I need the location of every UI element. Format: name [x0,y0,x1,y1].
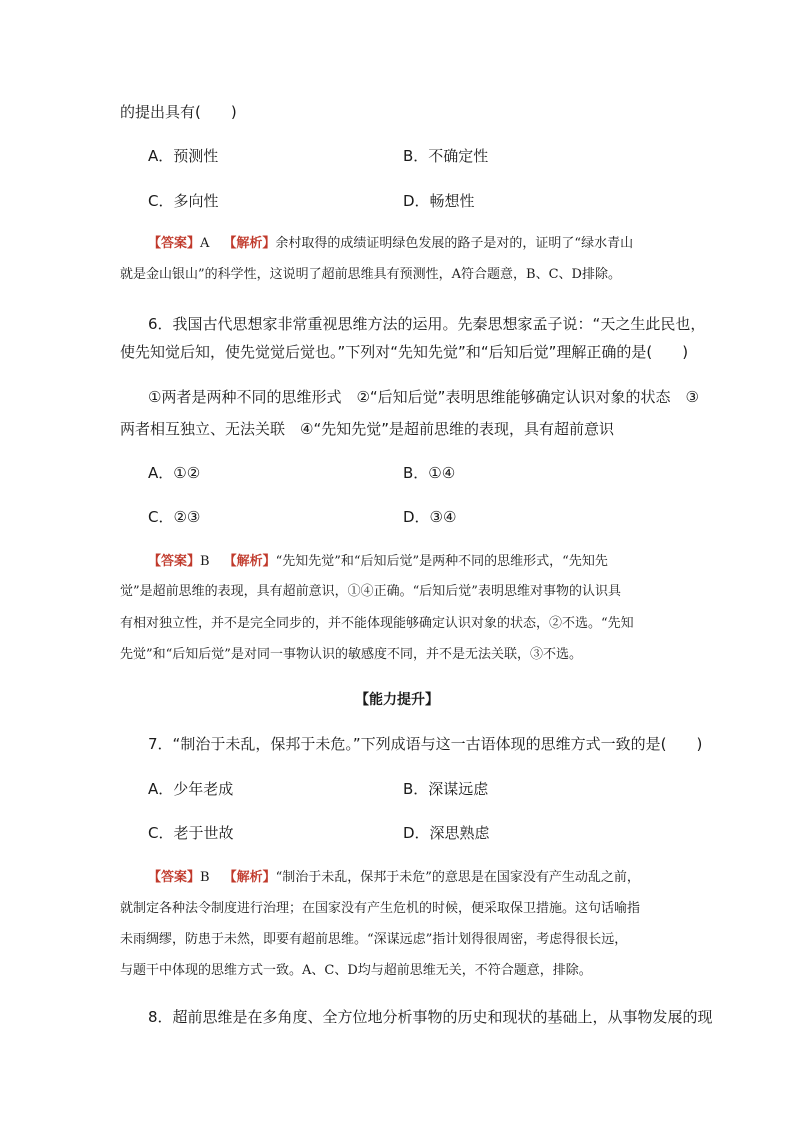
q5-option-a: A．预测性 [148,147,219,165]
q7-option-c: C．老于世故 [148,824,234,842]
section-title: 【能力提升】 [355,692,439,708]
q7-analysis-text-1: “制治于未乱，保邦于未危”的意思是在国家没有产生动乱之前， [275,870,640,885]
q6-option-b: B．①④ [403,464,456,482]
q7-analysis-label: 【解析】 [223,870,276,885]
q6-analysis-text-2: 觉”是超前思维的表现，具有超前意识，①④正确。“后知后觉”表明思维对事物的认识具 [120,584,621,599]
q5-answer-label: 【答案】 [148,236,201,251]
q7-answer-line-1 [148,868,640,888]
q5-option-c: C．多向性 [148,192,219,210]
q8-stem-line-1: 8．超前思维是在多角度、全方位地分析事物的历史和现状的基础上，从事物发展的现 [148,1008,713,1026]
q5-answer-line-1 [148,234,633,254]
q6-analysis-label: 【解析】 [223,554,276,569]
q5-analysis-text-2: 就是金山银山”的科学性，这说明了超前思维具有预测性，A符合题意，B、C、D排除。 [120,267,621,282]
q6-stem-line-2: 使先知觉后知，使先觉觉后觉也。”下列对“先知先觉”和“后知后觉”理解正确的是( ) [120,343,689,361]
q6-analysis-text-4: 先觉”和“后知后觉”是对同一事物认识的敏感度不同，并不是无法关联，③不选。 [120,647,582,662]
q7-option-a: A．少年老成 [148,780,234,798]
q6-answer-line-1 [148,552,608,572]
q7-option-b: B．深谋远虑 [403,780,489,798]
q6-option-c: C．②③ [148,508,201,526]
q5-stem-tail: 的提出具有( ) [120,103,237,121]
q6-stem-line-1: 6．我国古代思想家非常重视思维方法的运用。先秦思想家孟子说：“天之生此民也， [148,315,706,333]
q7-answer-value: B [200,870,210,885]
q6-items-line-2: 两者相互独立、无法关联 ④“先知先觉”是超前思维的表现，具有超前意识 [120,420,614,438]
q5-option-b: B．不确定性 [403,147,489,165]
q6-answer-value: B [200,554,210,569]
q5-analysis-text-1: 余村取得的成绩证明绿色发展的路子是对的，证明了“绿水青山 [275,236,634,251]
q7-stem: 7．“制治于未乱，保邦于未危。”下列成语与这一古语体现的思维方式一致的是( ) [148,735,703,753]
q7-answer-label: 【答案】 [148,870,201,885]
q7-analysis-text-4: 与题干中体现的思维方式一致。A、C、D均与超前思维无关，不符合题意，排除。 [120,963,592,978]
q7-analysis-text-3: 未雨绸缪，防患于未然，即要有超前思维。“深谋远虑”指计划得很周密，考虑得很长远， [120,932,628,947]
q6-answer-label: 【答案】 [148,554,201,569]
q7-option-d: D．深思熟虑 [403,824,490,842]
q6-option-a: A．①② [148,464,201,482]
q5-analysis-label: 【解析】 [223,236,276,251]
q6-analysis-text-3: 有相对独立性，并不是完全同步的，并不能体现能够确定认识对象的状态，②不选。“先知 [120,616,634,631]
q5-option-d: D．畅想性 [403,192,475,210]
q6-option-d: D．③④ [403,508,457,526]
q5-answer-value: A [200,236,210,251]
q6-analysis-text-1: “先知先觉”和“后知后觉”是两种不同的思维形式，“先知先 [275,554,608,569]
q7-analysis-text-2: 就制定各种法令制度进行治理；在国家没有产生危机的时候，便采取保卫措施。这句话喻指 [120,901,641,916]
q6-items-line-1: ①两者是两种不同的思维形式 ②“后知后觉”表明思维能够确定认识对象的状态 ③ [148,388,699,406]
